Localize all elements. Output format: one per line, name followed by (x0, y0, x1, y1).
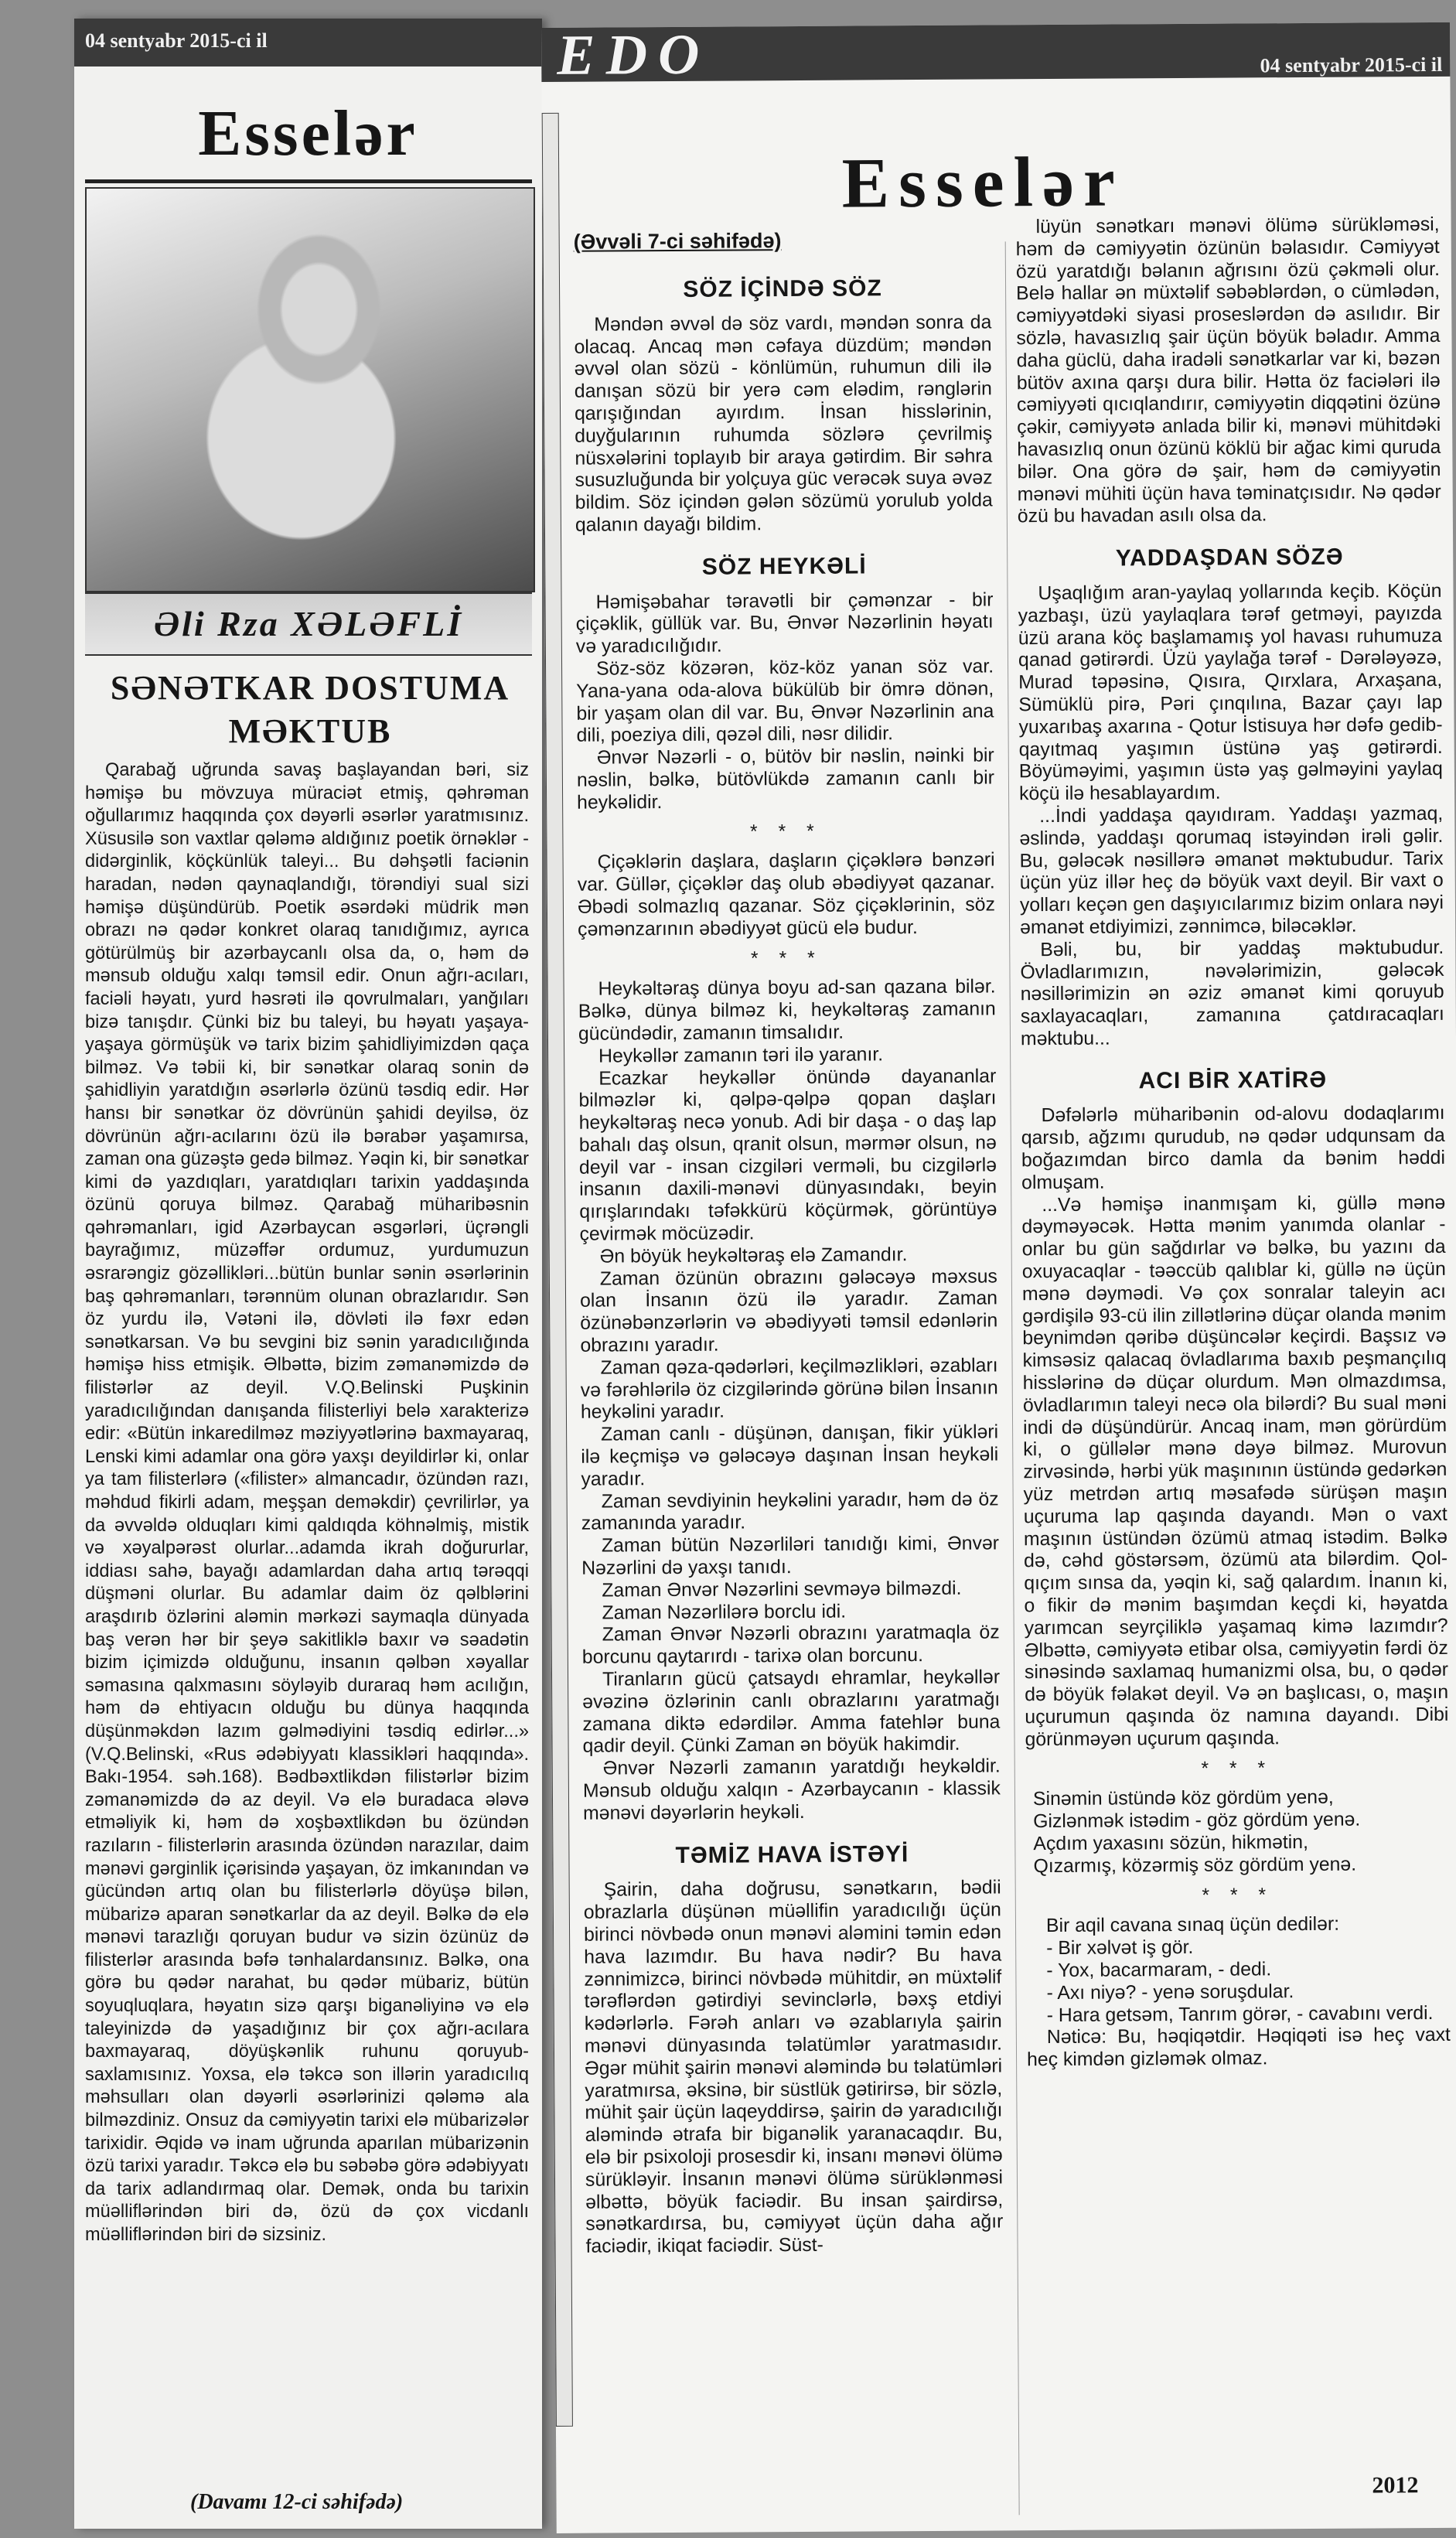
paragraph: Şairin, daha doğrusu, sənətkarın, bədii obrazlarla düşünən müəllifin yaradıcılığı üçün birinci növbədə onun mənəvi aləmini təmin edən hava lazımdır. Bu hava nədir? Bu hava zənnimizcə, birinci növbədə mühitdir, ən müxtəlif tərəflərdən gətirdiyi sevinclərlə, bəxş etdiyi kədərlərlə. Fərəh anları və əzablarıyla şairin mənəvi dünyasında təlatümlər yaratmasıdır. Əgər mühit şairin mənəvi aləmində bu təlatümləri yaratmırsa, əksinə, bir süstlük gətirirsə, bir sözlə, mühit şair üçün laqeyddirsə, şairin də yaradıcılığı aləmində ətrafa bir biganəlik yaranacaqdır. Bu, elə bir psixoloji prosesdir ki, insanı mənəvi ölümə sürükləyir. İnsanın mənəvi ölümə sürüklənməsi əlbəttə, böyük faciədir. Bu insan şairdirsə, sənətkardırsa, bu, cəmiyyət üçün daha ağır faciədir, ikiqat faciədir. Süst- (583, 1877, 1004, 2257)
section-separator: * * * (749, 820, 822, 842)
paragraph: Zaman Ənvər Nəzərlini sevməyə bilməzdi. (602, 1578, 962, 1602)
author-photo (85, 187, 535, 592)
paragraph: ...İndi yaddaşa qayıdıram. Yaddaşı yazmaq, əslində, yaddaşı qorumaq istəyindən irəli gəlir. Bu, gələcək nəsillərə əmanət məktubudur. Tarix üçün yüz illər heç də böyük vaxt deyil. Bir vaxt o yolları keçən gen daşıyıcılarımız bizim onlara nəyi əmanət etdiyimizi, zənnimcə, biləcəklər. (1019, 803, 1444, 939)
paragraph: Bir aqil cavana sınaq üçün dedilər: (1045, 1914, 1340, 1937)
paragraph: Zaman bütün Nəzərliləri tanıdığı kimi, Ənvər Nəzərlini də yaxşı tanıdı. (581, 1533, 1000, 1579)
right-section-title: Esselər (841, 142, 1125, 223)
paragraph: lüyün sənətkarı mənəvi ölümə sürükləməsi, həm də cəmiyyətin özünün bəlasıdır. Cəmiyyət özü yaratdığı bəlanın ağrısını özü çəkməli olur. Belə hallar ən müxtəlif səbəblərdən, o cümlədən, cəmiyyətdəki siyasi proseslərdən də asılıdır. Bir sözlə, havasızlıq şair üçün böyük bəladır. Amma daha güclü, daha iradəli sənətkarlar var ki, bəzən bütöv axına qarşı dura bilir. Hətta öz faciələri ilə cəmiyyəti qıcıqlandırır, cəmiyyətin diqqətini özünə çəkir, cəmiyyətə anlada bilir ki, mənəvi mühitdəki havasızlıq onun özünü köklü bir ağac kimi quruda bilər. Ona görə də şair, həm də cəmiyyətin mənəvi mühiti üçün hava təminatçısıdır. Nə qədər özü bu havadan asılı olsa da. (1015, 213, 1441, 527)
continued-note: (Davamı 12-ci səhifədə) (190, 2490, 404, 2514)
right-column-1 (574, 257, 1005, 2517)
left-header-bar (74, 19, 542, 67)
paragraph: - Bir xəlvət iş gör. (1046, 1937, 1194, 1960)
paragraph: Zaman Nəzərlilərə borclu idi. (602, 1601, 847, 1624)
article-title: SƏNƏTKAR DOSTUMA MƏKTUB (110, 669, 510, 750)
paragraph: Uşaqlığım aran-yaylaq yollarında keçib. Köçün yazbaşı, üzü yaylaqlara tərəf getməyi, payızda üzü arana köç başlamamış yol havası ruhumuza qanad gətirərdi. Üzü yaylağa tərəf - Dərələyəzə, Murad təpəsinə, Qısıra, Qırxlara, Arxaşana, Sümüklü pirə, Pəri çınqılına, Bazar çayı lap yuxarıbaş axarına - Qotur İstisuya hər dəfə gedib-qayıtmaq yaşımın üstünə yaş gətirərdi. Böyüməyimi, yaşımın üstə yaş gəlməyini yaylaq köçü ilə hesablayardım. (1018, 580, 1443, 805)
right-header-bar (541, 22, 1450, 87)
paragraph: Söz-söz közərən, köz-köz yanan söz var. Yana-yana oda-alova bükülüb bir ömrə dönən, bir yaşam olan dil var. Bu, Ənvər Nəzərlinin ana dili, poeziya dili, qəzəl dili, nəsr dilidir. (576, 656, 994, 747)
subheading: YADDAŞDAN SÖZƏ (1115, 544, 1344, 571)
paragraph: Tiranların gücü çatsaydı ehramlar, heykəllər əvəzinə özlərinin canlı obrazlarını yaratmağı zamana diktə edərdilər. Amma fatehlər buna qadir deyil. Çünki Zaman ən böyük hakimdir. (582, 1666, 1001, 1758)
paragraph: - Axı niyə? - yenə soruşdular. (1046, 1980, 1294, 2004)
paragraph: - Hara getsəm, Tanrım görər, - cavabını verdi. (1046, 2002, 1434, 2026)
subheading: ACI BİR XATİRƏ (1138, 1066, 1328, 1093)
paragraph: Heykəllər zamanın təri ilə yaranır. (598, 1044, 884, 1067)
paragraph: Zaman Ənvər Nəzərli obrazını yaratmaqla öz borcunu qaytarırdı - tarixə olan borcunu. (581, 1622, 1000, 1668)
subheading: SÖZ İÇİNDƏ SÖZ (683, 275, 882, 302)
left-section-title: Esselər (198, 97, 418, 169)
gutter-strip (542, 113, 573, 2427)
right-page (541, 22, 1456, 2533)
continued-from-note: (Əvvəli 7-ci səhifədə) (573, 229, 782, 254)
paragraph: Dəfələrlə müharibənin od-alovu dodaqlarımı qarsıb, ağzımı qurudub, nə qədər udqunsam da boğazımdan birco damla da bənim həddi olmuşam. (1021, 1103, 1446, 1194)
paragraph: Zaman sevdiyinin heykəlini yaradır, həm də öz zamanında yaradır. (581, 1489, 999, 1535)
section-separator: * * * (750, 947, 823, 969)
verse-line: Sinəmin üstündə köz gördüm yenə, (1032, 1787, 1334, 1810)
article-body-text: Qarabağ uğrunda savaş başlayandan bəri, siz həmişə bu mövzuya müraciət etmiş, qəhrəman oğullarımız haqqında çox dəyərli əsərlər yaratmısınız. Xüsusilə son vaxtlar qələmə aldığınız poetik örnəklər - didərginlik, köçkünlük taleyi... Bu dəhşətli faciənin haradan, nədən qaynaqlandığı, törəndiyi sual sizi həmişə düşündürüb. Poetik əsərdəki müdrik mən obrazı nə qədər konkret olaraq tanıdığımız, ayrıca götürülmüş bir azərbaycanlı olsa da, o, həm də mənsub olduğu xalqı təmsil edir. Onun ağrı-acıları, faciəli həyatı, yurd həsrəti ilə qovrulmaları, yanğıları bizə tanışdır. Çünki biz bu taleyi, bu həyatı yaşaya-yaşaya görmüşük və tarix bizim şahidliyimizdən qaça bilməz. Və təbii ki, bir sənətkar olaraq sonin də şahidliyin yaratdığın əsərlərlə özünü təsdiq edir. Hər hansı bir sənətkar öz dövrünün şahidi deyilsə, öz dövrünün ağrı-acılarını özü ilə bərabər yaşamırsa, zaman ona güzəştə gedə bilməz. Yəqin ki, bir sənətkar kimi də yazdıqları, yaratdıqları tarixin yaddaşında özünü qoruya bilməz. Qarabağ müharibəsnin qəhrəmanları, igid Azərbaycan əsgərləri, üçrəngli bayrağımız, müzəffər ordumuz, yurdumuzun əsrarəngiz gözəllikləri...bütün bunlar sənin əsərlərinin baş qəhrəmanları, tərənnüm olunan obrazlarıdır. Sən öz yurdu ilə, Vətəni ilə, dövləti ilə fəxr edən sənətkarsan. Və bu sevgini biz sənin yaradıcılığında həmişə hiss etmişik. Əlbəttə, bizim zəmanəmizdə də filistərlər az deyil. V.Q.Belinski Puşkinin yaradıcılığından danışanda filisterliyi belə xarakterizə edir: «Bütün inkaredilməz məziyyətlərinə baxmayaraq, Lenski kimi adamlar ona görə yaxşı deyildirlər ki, onlar ya tam filisterlərə («filister» almancadır, özündən razı, məhdud fikirli adam, meşşan deməkdir) çevrilirlər, ya da əvvəldə olduqları kimi qaldıqda köhnəlmiş, mistik və xəyalpərəst olurlar...adamda ikrah doğururlar, iddiası sahə, bayağı adamlardan daha artıq tərəqqi düşməni olurlar. Bu adamlar daim öz qəlblərini araşdırıb özlərini aləmin mərkəzi saymaqla dünyada baş verən hər bir şeyə sakitliklə baxır və səadətin bizim içimizdə olduğunu, insanın qəlbən xəyallar səmasına qalxmasını söyləyib duraraq həm acılığın, həm də ehtiyacın olduğu bu dünya haqqında düşünməkdən lazım gəlmədiyini təsdiq edirlər...» (V.Q.Belinski, «Rus ədəbiyyatı klassikləri haqqında». Bakı-1954. səh.168). Bədbəxtlikdən filistərlər bizim zəmanəmizdə də az deyil. Və elə buradaca ələvə etməliyik ki, həm də xoşbəxtlikdən bu özündən razıların - filisterlərin arasında özündən narazılar, daim mənəvi gərginlik içərisində yaşayan, öz imkanından və gücündən artıq olan bu filisterlərlə döyüşə bilən, mübarizə aparan sənətkarlar da az deyil. Bəlkə də elə mənəvi tarazlığı qoruyan budur və sizin özünüz də filisterlər arasında bəfə tənhalardansınız. Bəlkə, ona görə bu qədər narahat, bu qədər mübariz, bütün soyuqluqlara, həyatın sizə qarşı biganəliyinə və elə taleyinizdə də yaşadığınız bir çox ağrı-acılara baxmayaraq, döyüşkənlik ruhunu qoruyub-saxlamısınız. Yoxsa, elə təkcə son illərin yaradıcılıq məhsulları olan dəyərli əsərlərinizi qələmə ala bilməzdiniz. Onsuz da cəmiyyətin tarixi elə mübarizələr tarixidir. Əqidə və inam uğrunda aparılan mübarizənin özü tarixi yaradır. Təkcə elə bu səbəbə görə ədəbiyyatı da tarix adlandırmaq olar. Demək, onda bu tarixin müəlliflərindən biri də, özü də çox vicdanlı müəlliflərindən biri də sizsiniz. (85, 760, 529, 2245)
right-column-2 (1016, 214, 1453, 2420)
left-title-rule (85, 179, 532, 183)
paragraph: ...Və həmişə inanmışam ki, güllə mənə dəyməyəcək. Hətta mənim yanımda olanlar - onlar bu gün sağdırlar və bəlkə, bu yazını da oxuyacaqlar - təəccüb qalıblar ki, güllə nə üçün mənə dəymədi. Və çox sonralar taleyin acı gərdişilə 93-cü ilin zillətlərinə düçar olanda mənim beynimdən qəribə düşüncələr keçirdi. Başsız və kimsəsiz qalacaq övladlarıma baxıb peşmançılıq hisslərinə də düçar olurdum. Mən olmazdımsa, övladlarımın taleyi necə ola bilərdi? Bu sual məni indi də düşündürür. Ancaq inam, mən görürdüm ki, o güllələr mənə dəyə bilməz. Murovun zirvəsində, hərbi yük maşınının üstündə gedərkən yüz metrdən artıq məsafədə sürüşən maşın uçuruma lap qaşında dayandı. Mən o vaxt maşının üstündən özümü atmaq istədim. Bəlkə də, cəhd göstərsəm, özümü ata bilərdim. Qol-qıçım sınsa da, yəqin ki, sağ qalardım. İnanın ki, o fikir də mənim başımdan keçdi ki, həyatda yarımcan seyrçiliklə yaşamaq kimə lazımdır? Əlbəttə, cəmiyyətə etibar olsa, cəmiyyətin fərdi öz sinəsində saxlamaq humanizmi olsa, bu, o qədər də böyük fəlakət deyil. Və ən başlıcası, o, maşın uçurumun qaşında öz namına dayandı. Dibi görünməyən uçurum qaşında. (1021, 1192, 1449, 1751)
paragraph: Çiçəklərin daşlara, daşların çiçəklərə bənzəri var. Güllər, çiçəklər daş olub əbədiyyət qazanar. Əbədi solmazlıq qazanar. Söz çiçəklərinin, söz çəmənzarının əbədiyyət gücü elə budur. (577, 849, 996, 940)
paragraph: Ən böyük heykəltəraş elə Zamandır. (599, 1244, 908, 1267)
paragraph: Ənvər Nəzərli zamanın yaratdığı heykəldir. Mənsub olduğu xalqın - Azərbaycanın - klassik mənəvi dəyərlərin heykəli. (582, 1755, 1001, 1824)
section-separator: * * * (1201, 1757, 1274, 1779)
paragraph: Bəli, bu, bir yaddaş məktubudur. Övladlarımızın, nəvələrimizin, gələcək nəsillərimizin ən əziz əmanət kimi qoruyub saxlayacaqları, zamanına çatdıracaqları məktubu... (1020, 936, 1444, 1050)
subheading: SÖZ HEYKƏLİ (701, 553, 867, 580)
paragraph: - Yox, bacarmaram, - dedi. (1046, 1959, 1272, 1982)
paragraph: Heykəltəraş dünya boyu ad-san qazana bilər. Bəlkə, dünya bilməz ki, heykəltəraş zamanın gücündədir, zamanın timsalıdır. (578, 976, 996, 1045)
article-body (85, 759, 529, 2468)
edo-logo: EDO (556, 22, 711, 87)
paragraph: Məndən əvvəl də söz vardı, məndən sonra da olacaq. Ancaq mən cəfaya düzdüm; məndən əvvəl olan sözü - könlümün, ruhumun dili ilə danışan sözü bir yerə cəm elədim, rənglərin qarışığından ayırdım. İnsan hisslərinin, duyğularının ruhumda sözlərə çevrilmiş nüsxələrini toplayıb bir araya gətirdim. Bir səhra susuzluğunda bir yolçuya güc verəcək suya əvəz bildim. Söz içindən gələn sözümü yorulub yolda qalanın dayağı bildim. (574, 312, 993, 536)
paragraph: Ənvər Nəzərli - o, bütöv bir nəslin, nəinki bir nəslin, bəlkə, bütövlükdə zamanın canlı bir heykəlidir. (576, 745, 995, 814)
subheading: TƏMİZ HAVA İSTƏYİ (675, 1840, 909, 1868)
paragraph: Həmişəbahar təravətli bir çəmənzar - bir çiçəklik, güllük var. Bu, Ənvər Nəzərlinin həyatı və yaradıcılığıdır. (575, 589, 994, 657)
left-header-date: 04 sentyabr 2015-ci il (85, 29, 268, 52)
verse-line: Açdım yaxasını sözün, hikmətin, (1033, 1831, 1309, 1855)
paragraph: Zaman özünün obrazını gələcəyə məxsus olan İnsanın özü ilə yaradır. Zaman özünəbənzərlərin və əbədiyyəti təmsil edənlərin obrazını yaradır. (579, 1266, 998, 1356)
verse-line: Gizlənmək istədim - göz gördüm yenə. (1033, 1809, 1361, 1833)
left-page (74, 19, 542, 2529)
paragraph: Ecazkar heykəllər önündə dayananlar bilməzlər ki, qəlpə-qəlpə qopan daşları heykəltəraş necə yonub. Adi bir daşa - o daş lap bahalı daş olsun, qranit olsun, mərmər olsun, nə deyil var - insan cizgiləri verməli, bu cizgilərlə insanın daxili-mənəvi dünyasındakı, beyin qırışlarındakı təfəkkürü köçürmək, görüntüyə çevirmək möcüzədir. (578, 1065, 997, 1245)
year-label: 2012 (1372, 2472, 1419, 2499)
paragraph: Zaman qəza-qədərləri, keçilməzlikləri, əzabları və fərəhlərilə öz cizgilərində görünə bilən İnsanın heykəlini yaradır. (580, 1355, 998, 1424)
section-separator: * * * (1202, 1884, 1274, 1906)
author-name: Əli Rza XƏLƏFLİ (85, 592, 532, 656)
paragraph: Zaman canlı - düşünən, danışan, fikir yükləri ilə keçmişə və gələcəyə daşınan İnsan heykəli yaradır. (581, 1421, 999, 1490)
paragraph: Nəticə: Bu, həqiqətdir. Həqiqəti isə heç vaxt heç kimdən gizləmək olmaz. (1026, 2025, 1451, 2071)
right-header-date: 04 sentyabr 2015-ci il (1260, 53, 1443, 77)
verse-line: Qızarmış, közərmiş söz gördüm yenə. (1033, 1854, 1357, 1877)
